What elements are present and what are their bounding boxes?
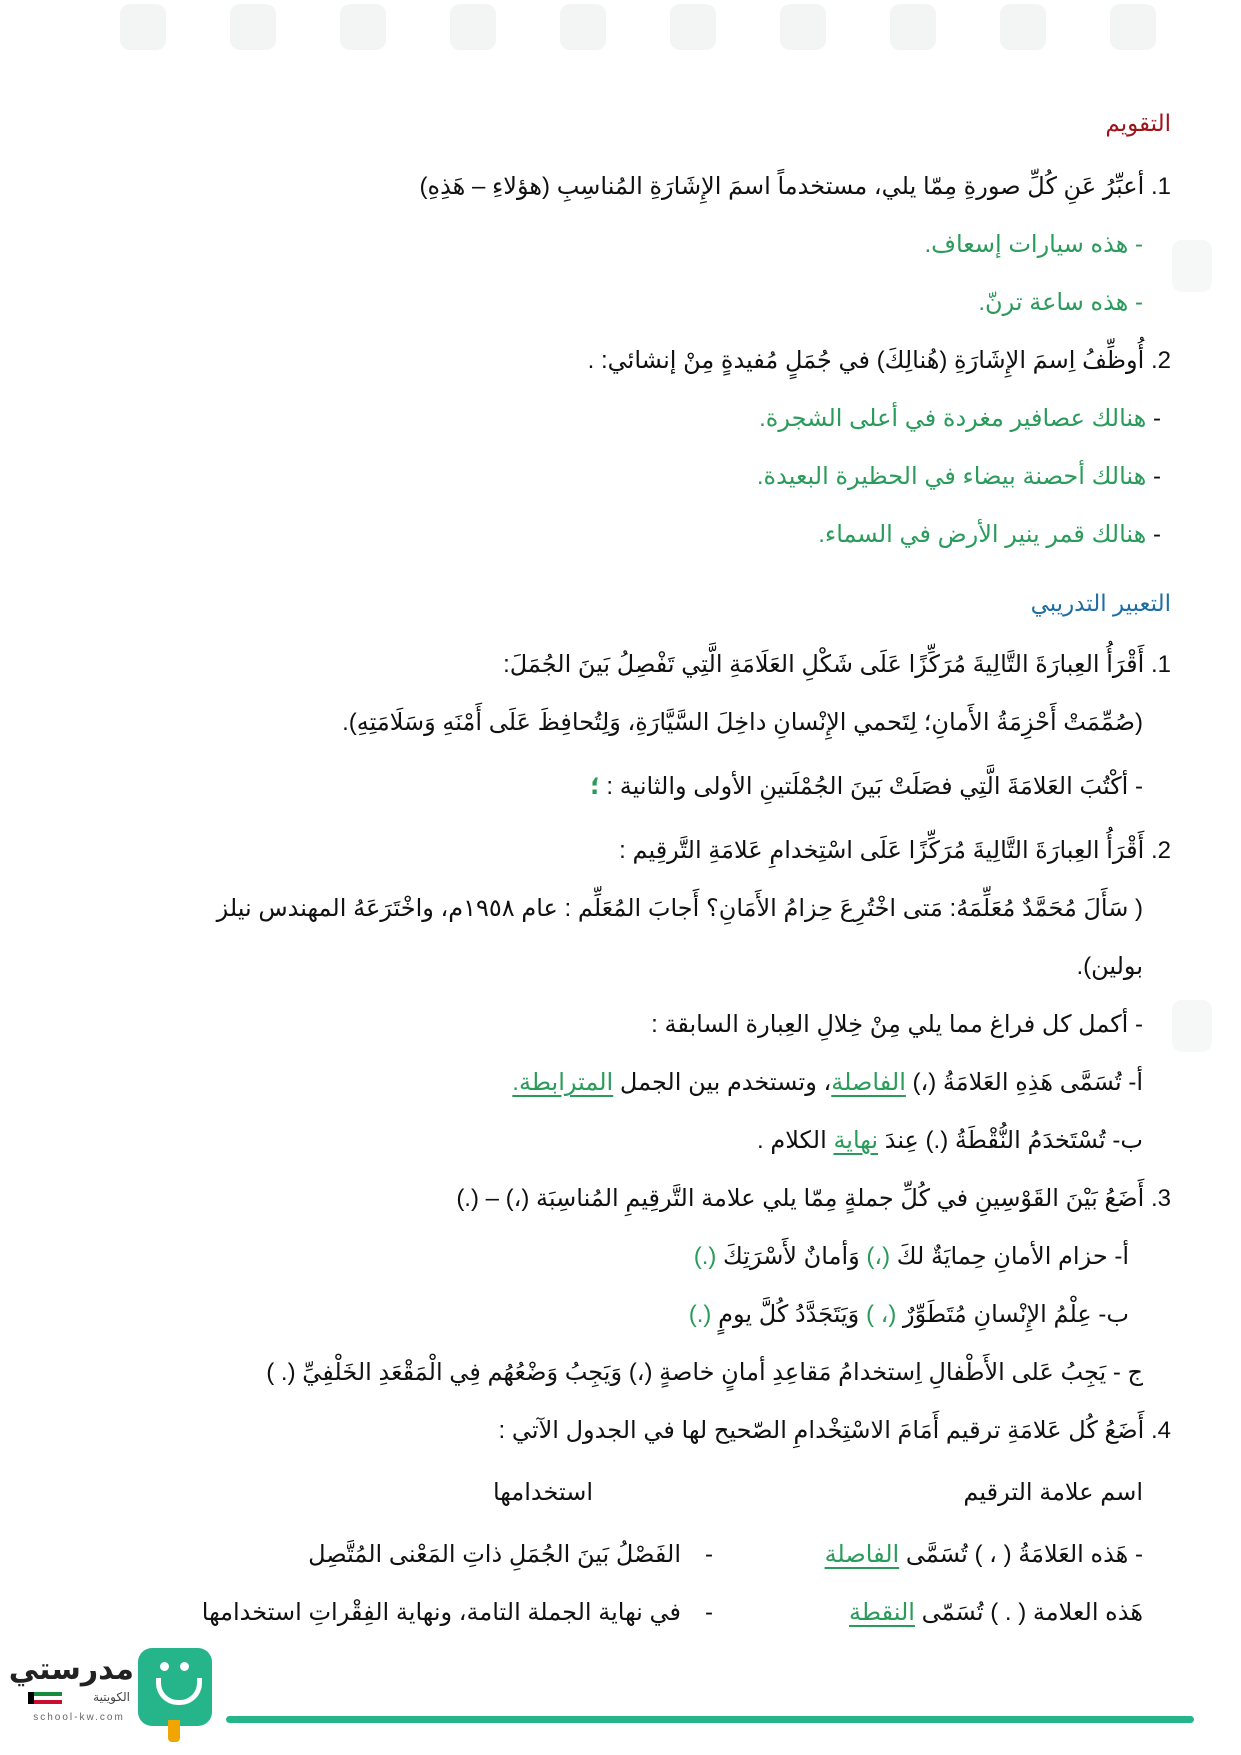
quote-text: ( سَأَلَ مُحَمَّدٌ مُعَلِّمَهُ: مَتى اخْتُرِعَ حِزامُ الأَمَانِ؟ أَجابَ المُعَلِّم : عام ١٩٥٨م، واخْتَرَعَهُ المهندس نيلز <box>216 895 1143 922</box>
question-text: أَضَعُ بَيْنَ القَوْسِينِ في كُلِّ جملةٍ مِمّا يلي علامة التَّرقِيمِ المُناسِبَة (،) – (.) <box>456 1185 1145 1212</box>
question-number: 1. <box>1150 173 1171 200</box>
answer-fill: الفاصلة <box>824 1541 900 1568</box>
table-row-dash: - <box>705 1541 713 1568</box>
table-row: - هَذه العَلامَةُ ( ، ) تُسَمَّى الفاصلة <box>824 1541 1143 1568</box>
fill-line-b: ب- تُسْتَخدَمُ النُّقْطَةُ (.) عِندَ نهاية الكلام . <box>757 1127 1143 1154</box>
question-1 <box>503 648 1171 682</box>
fill-line-b: ب- عِلْمُ الإِنْسانِ مُتَطَوِّرٌ (، ) وَيَتَجَدَّدُ كُلَّ يومٍ (.) <box>688 1301 1129 1328</box>
fill-line-c: ج - يَجِبُ عَلى الأَطْفالِ اِستخدامُ مَقاعِدِ أمانٍ خاصةٍ (،) وَيَجِبُ وَضْعُهُم فِي الْمَقْعَدِ الخَلْفِيِّ (. ) <box>266 1359 1143 1386</box>
question-number: 3. <box>1150 1185 1171 1212</box>
section-title-evaluation: التقويم <box>1105 110 1171 136</box>
table-row-usage: الفَصْلُ بَينَ الجُمَلِ ذاتِ المَعْنى المُتَّصِل <box>308 1541 681 1568</box>
answer-line: - هذه سيارات إسعاف. <box>924 231 1143 258</box>
question-number: 2. <box>1150 837 1171 864</box>
answer-fill: (.) <box>693 1243 717 1270</box>
question-text: أَقْرَأُ العِبارَةَ التَّالِيةَ مُرَكِّزًا عَلَى شَكْلِ العَلَامَةِ الَّتِي تَفْصِلُ بَينَ الجُمَلَ: <box>503 651 1145 678</box>
table-row-dash: - <box>705 1599 713 1626</box>
question-text: أَضَعُ كُل عَلامَةِ ترقيم أَمَامَ الاسْتِخْدامِ الصّحيح لها في الجدول الآتي : <box>498 1417 1145 1444</box>
answer-line: - هنالك أحصنة بيضاء في الحظيرة البعيدة. <box>756 463 1161 490</box>
question-text: أُوظِّفُ اِسمَ الإِشَارَةِ (هُنالِكَ) في جُمَلٍ مُفيدةٍ مِنْ إنشائي: . <box>587 347 1145 374</box>
logo-url: school-kw.com <box>33 1712 125 1723</box>
question-3 <box>456 1182 1171 1216</box>
answer-fill: (.) <box>688 1301 712 1328</box>
table-header-name: اسم علامة الترقيم <box>963 1479 1143 1506</box>
answer-fill: المترابطة. <box>512 1069 614 1096</box>
section-title-training: التعبير التدريبي <box>1030 590 1171 616</box>
question-2 <box>588 344 1171 378</box>
logo-subtitle: الكويتية <box>93 1690 130 1704</box>
question-text: أَقْرَأُ العِبارَةَ التَّالِيةَ مُرَكِّزًا عَلَى اسْتِخدامِ عَلامَةِ التَّرقِيم : <box>619 837 1145 864</box>
answer-line: - هنالك عصافير مغردة في أعلى الشجرة. <box>759 405 1161 432</box>
answer-fill: الفاصلة <box>831 1069 906 1096</box>
question-2 <box>619 834 1171 868</box>
answer-mark: ؛ <box>590 773 600 800</box>
instruction-text: - أكمل كل فراغ مما يلي مِنْ خِلالِ العِبارة السابقة : <box>651 1011 1143 1038</box>
question-number: 2. <box>1150 347 1171 374</box>
question-1 <box>420 170 1171 204</box>
answer-fill: النقطة <box>849 1599 915 1626</box>
answer-fill: (، ) <box>865 1301 897 1328</box>
table-row-usage: في نهاية الجملة التامة، ونهاية الفِقْراتِ استخدامها <box>201 1599 681 1626</box>
answer-line: - هذه ساعة ترنّ. <box>978 289 1143 316</box>
answer-fill: (،) <box>866 1243 891 1270</box>
sub-question: - أكْتُبَ العَلامَةَ الَّتِي فصَلَتْ بَينَ الجُمْلَتينِ الأولى والثانية : ؛ <box>590 773 1143 800</box>
answer-line: - هنالك قمر ينير الأرض في السماء. <box>818 521 1161 548</box>
question-text: أعبِّرُ عَنِ كُلِّ صورةِ مِمّا يلي، مستخدماً اسمَ الإِشَارَةِ المُناسِبِ (هؤلاءِ – هَذِهِ) <box>419 173 1145 200</box>
quote-text: بولين). <box>1076 953 1143 980</box>
question-number: 1. <box>1150 651 1171 678</box>
quote-text: (صُمِّمَتْ أَحْزِمَةُ الأَمانِ؛ لِتَحمي الإِنْسانِ داخِلَ السَّيَّارَةِ، وَلِتُحافِظَ عَلَى أَمْنَهِ وَسَلَامَتِهِ). <box>342 709 1143 736</box>
fill-line-a: أ- تُسَمَّى هَذِهِ العَلامَةُ (،) الفاصلة، وتستخدم بين الجمل المترابطة. <box>512 1069 1143 1096</box>
table-row: هَذه العلامة ( . ) تُسَمّى النقطة <box>849 1599 1143 1626</box>
answer-fill: نهاية <box>833 1127 879 1154</box>
logo-name: مدرستي <box>8 1653 134 1686</box>
question-4 <box>499 1414 1171 1448</box>
fill-line-a: أ- حزام الأمانِ حِمايَةٌ لكَ (،) وَأمانٌ لأَسْرَتِكَ (.) <box>693 1243 1129 1270</box>
table-header-usage: استخدامها <box>492 1479 593 1506</box>
question-number: 4. <box>1150 1417 1171 1444</box>
footer-divider <box>226 1716 1194 1723</box>
kuwait-flag-icon <box>28 1692 62 1704</box>
logo-icon <box>138 1648 212 1726</box>
